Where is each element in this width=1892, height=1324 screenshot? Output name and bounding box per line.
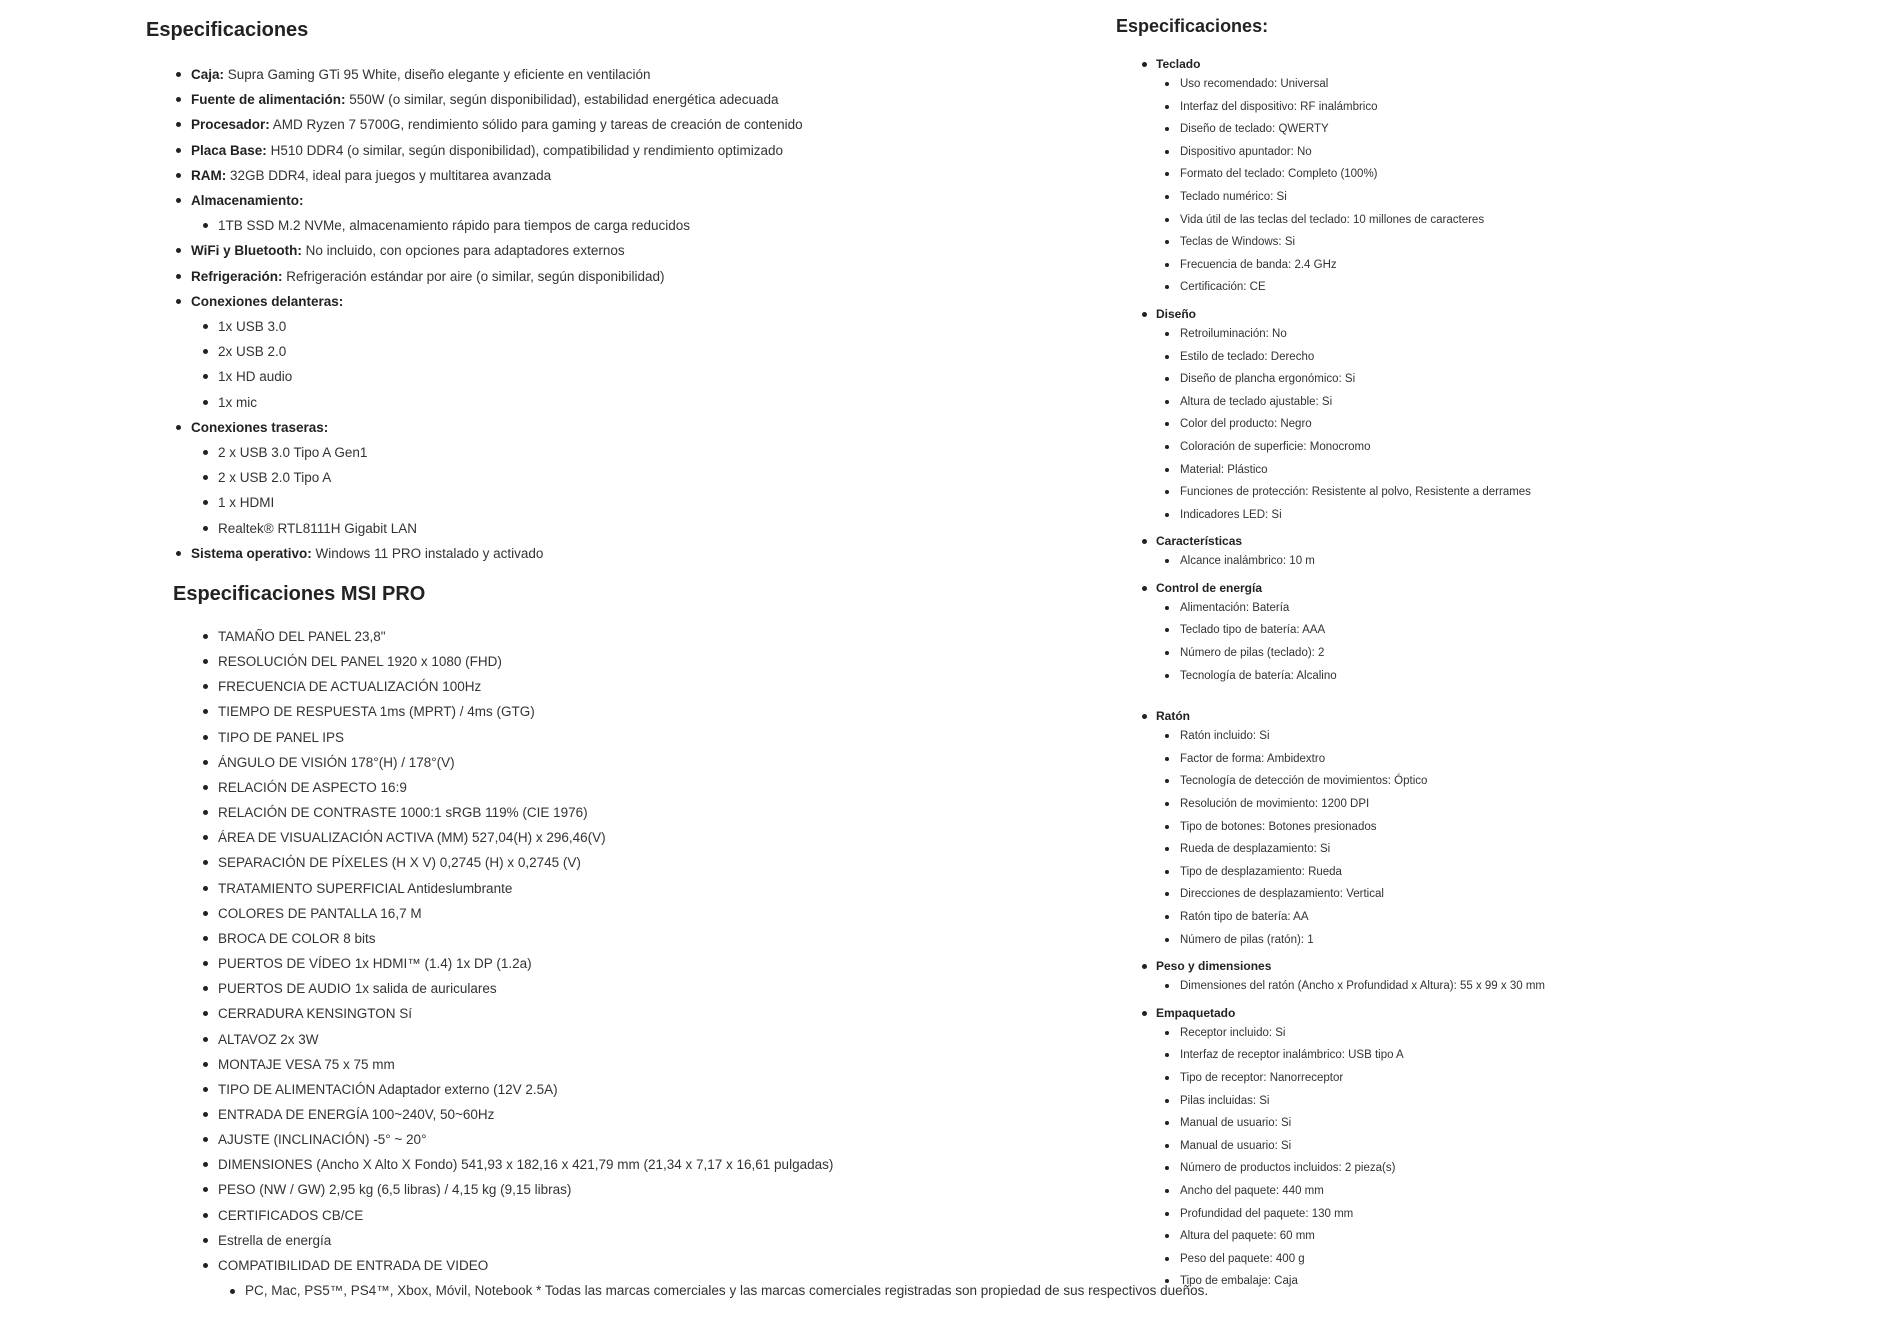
spec-item [191, 163, 1091, 188]
group-item: Rueda de desplazamiento: Si [1156, 838, 1716, 861]
msi-spec-item: ENTRADA DE ENERGÍA 100~240V, 50~60Hz [218, 1102, 1268, 1127]
group-empaquetado [1156, 1004, 1716, 1293]
group-name: Diseño [1156, 305, 1716, 323]
msi-specs-title: Especificaciones MSI PRO [173, 583, 426, 605]
spec-key: Procesador: [191, 117, 270, 133]
group-peso-dimensiones [1156, 957, 1716, 998]
msi-spec-item: PESO (NW / GW) 2,95 kg (6,5 libras) / 4,15 kg (9,15 libras) [218, 1177, 1268, 1202]
msi-spec-item: ALTAVOZ 2x 3W [218, 1027, 1268, 1052]
spec-item [191, 289, 1091, 415]
group-list [1156, 725, 1716, 951]
group-item: Funciones de protección: Resistente al polvo, Resistente a derrames [1156, 481, 1716, 504]
spec-subitem: 2x USB 2.0 [191, 339, 1091, 364]
group-item: Uso recomendado: Universal [1156, 73, 1716, 96]
group-item: Indicadores LED: Si [1156, 504, 1716, 527]
spec-item [191, 62, 1091, 87]
group-item: Número de pilas (teclado): 2 [1156, 642, 1716, 665]
group-name: Peso y dimensiones [1156, 957, 1716, 975]
msi-spec-item: TIPO DE PANEL IPS [218, 725, 1268, 750]
group-name: Características [1156, 532, 1716, 550]
group-item: Altura de teclado ajustable: Si [1156, 391, 1716, 414]
group-item: Resolución de movimiento: 1200 DPI [1156, 793, 1716, 816]
group-name: Teclado [1156, 55, 1716, 73]
msi-spec-subitem: PC, Mac, PS5™, PS4™, Xbox, Móvil, Notebook * Todas las marcas comerciales y las marcas comerciales registradas son propiedad de sus respectivos dueños. [218, 1282, 1268, 1300]
group-item: Estilo de teclado: Derecho [1156, 346, 1716, 369]
msi-spec-item [218, 1253, 1268, 1300]
spec-key: Sistema operativo: [191, 545, 312, 561]
spec-value: 550W (o similar, según disponibilidad), estabilidad energética adecuada [345, 92, 779, 108]
spec-item [191, 138, 1091, 163]
spec-subitem: 1 x HDMI [191, 490, 1091, 515]
msi-spec-item: AJUSTE (INCLINACIÓN) -5° ~ 20° [218, 1127, 1268, 1152]
group-item: Profundidad del paquete: 130 mm [1156, 1203, 1716, 1226]
msi-spec-item: TIPO DE ALIMENTACIÓN Adaptador externo (12V 2.5A) [218, 1077, 1268, 1102]
spec-value: Supra Gaming GTi 95 White, diseño elegante y eficiente en ventilación [224, 67, 651, 82]
spec-sublist [191, 213, 1091, 238]
msi-spec-item: BROCA DE COLOR 8 bits [218, 926, 1268, 951]
specs-title: Especificaciones [146, 19, 309, 41]
msi-spec-label: COMPATIBILIDAD DE ENTRADA DE VIDEO [218, 1257, 489, 1273]
group-item: Peso del paquete: 400 g [1156, 1248, 1716, 1271]
spec-key: Almacenamiento: [191, 193, 304, 209]
group-item: Tipo de botones: Botones presionados [1156, 816, 1716, 839]
msi-spec-item: DIMENSIONES (Ancho X Alto X Fondo) 541,93 x 182,16 x 421,79 mm (21,34 x 7,17 x 16,61 pulgadas) [218, 1152, 1268, 1177]
msi-spec-item: TRATAMIENTO SUPERFICIAL Antideslumbrante [218, 876, 1268, 901]
group-item: Retroiluminación: No [1156, 323, 1716, 346]
msi-spec-item: TAMAÑO DEL PANEL 23,8" [218, 624, 1268, 649]
group-item: Ancho del paquete: 440 mm [1156, 1180, 1716, 1203]
msi-spec-item: ÁREA DE VISUALIZACIÓN ACTIVA (MM) 527,04(H) x 296,46(V) [218, 825, 1268, 850]
spec-key: Caja: [191, 67, 225, 82]
msi-spec-item: COLORES DE PANTALLA 16,7 M [218, 901, 1268, 926]
group-name: Empaquetado [1156, 1004, 1716, 1022]
group-item: Tecnología de batería: Alcalino [1156, 665, 1716, 688]
group-item: Tipo de desplazamiento: Rueda [1156, 861, 1716, 884]
msi-spec-item: CERTIFICADOS CB/CE [218, 1203, 1268, 1228]
msi-spec-item: TIEMPO DE RESPUESTA 1ms (MPRT) / 4ms (GTG) [218, 699, 1268, 724]
msi-spec-item: ÁNGULO DE VISIÓN 178°(H) / 178°(V) [218, 750, 1268, 775]
group-item: Tipo de embalaje: Caja [1156, 1270, 1716, 1293]
group-item: Diseño de teclado: QWERTY [1156, 118, 1716, 141]
group-item: Interfaz del dispositivo: RF inalámbrico [1156, 96, 1716, 119]
group-item: Ratón tipo de batería: AA [1156, 906, 1716, 929]
msi-spec-sublist [218, 1282, 1268, 1300]
spec-value: No incluido, con opciones para adaptadores externos [301, 243, 625, 259]
spec-value: AMD Ryzen 7 5700G, rendimiento sólido para gaming y tareas de creación de contenido [269, 117, 803, 133]
group-item: Ratón incluido: Si [1156, 725, 1716, 748]
group-item: Número de pilas (ratón): 1 [1156, 929, 1716, 952]
spec-key: WiFi y Bluetooth: [191, 243, 302, 259]
spec-value: Refrigeración estándar por aire (o similar, según disponibilidad) [282, 268, 665, 284]
group-list [1156, 323, 1716, 526]
spec-key: Placa Base: [191, 142, 267, 158]
group-item: Teclado tipo de batería: AAA [1156, 619, 1716, 642]
spec-item [191, 112, 1091, 137]
group-item: Material: Plástico [1156, 459, 1716, 482]
msi-spec-item: SEPARACIÓN DE PÍXELES (H X V) 0,2745 (H) x 0,2745 (V) [218, 850, 1268, 875]
msi-spec-item: PUERTOS DE VÍDEO 1x HDMI™ (1.4) 1x DP (1.2a) [218, 951, 1268, 976]
spec-subitem: 2 x USB 2.0 Tipo A [191, 465, 1091, 490]
group-item: Manual de usuario: Si [1156, 1112, 1716, 1135]
group-name: Ratón [1156, 707, 1716, 725]
accessory-specs-title: Especificaciones: [1116, 16, 1269, 36]
msi-spec-item: Estrella de energía [218, 1228, 1268, 1253]
spec-key: Conexiones delanteras: [191, 293, 344, 309]
group-item: Direcciones de desplazamiento: Vertical [1156, 883, 1716, 906]
group-list [1156, 597, 1716, 687]
group-item: Altura del paquete: 60 mm [1156, 1225, 1716, 1248]
group-item: Factor de forma: Ambidextro [1156, 748, 1716, 771]
accessory-spec-groups [1156, 55, 1716, 1293]
spec-value: Windows 11 PRO instalado y activado [311, 545, 544, 561]
spec-item [191, 541, 1091, 566]
group-item: Dimensiones del ratón (Ancho x Profundidad x Altura): 55 x 99 x 30 mm [1156, 975, 1716, 998]
spec-key: RAM: [191, 167, 227, 183]
spec-item [191, 415, 1091, 541]
group-item: Teclado numérico: Si [1156, 186, 1716, 209]
spec-key: Conexiones traseras: [191, 419, 329, 435]
group-item: Diseño de plancha ergonómico: Si [1156, 368, 1716, 391]
spec-subitem: 2 x USB 3.0 Tipo A Gen1 [191, 440, 1091, 465]
group-control-energia [1156, 579, 1716, 687]
group-item: Alcance inalámbrico: 10 m [1156, 550, 1716, 573]
spec-value: 32GB DDR4, ideal para juegos y multitarea avanzada [226, 167, 552, 183]
group-item: Certificación: CE [1156, 276, 1716, 299]
group-item: Teclas de Windows: Si [1156, 231, 1716, 254]
group-list [1156, 975, 1716, 998]
group-item: Alimentación: Batería [1156, 597, 1716, 620]
spec-item [191, 264, 1091, 289]
group-raton [1156, 707, 1716, 951]
spec-sublist [191, 314, 1091, 415]
group-list [1156, 550, 1716, 573]
msi-spec-item: RESOLUCIÓN DEL PANEL 1920 x 1080 (FHD) [218, 649, 1268, 674]
spec-item [191, 238, 1091, 263]
spec-value: H510 DDR4 (o similar, según disponibilidad), compatibilidad y rendimiento optimizado [266, 142, 784, 158]
group-item: Pilas incluidas: Si [1156, 1090, 1716, 1113]
group-teclado [1156, 55, 1716, 299]
group-item: Interfaz de receptor inalámbrico: USB tipo A [1156, 1044, 1716, 1067]
group-item: Manual de usuario: Si [1156, 1135, 1716, 1158]
spec-sublist [191, 440, 1091, 541]
group-list [1156, 73, 1716, 299]
spec-item [191, 87, 1091, 112]
msi-spec-item: MONTAJE VESA 75 x 75 mm [218, 1052, 1268, 1077]
group-item: Dispositivo apuntador: No [1156, 141, 1716, 164]
group-name: Control de energía [1156, 579, 1716, 597]
group-item: Tecnología de detección de movimientos: Óptico [1156, 770, 1716, 793]
spec-subitem: Realtek® RTL8111H Gigabit LAN [191, 516, 1091, 541]
msi-spec-item: FRECUENCIA DE ACTUALIZACIÓN 100Hz [218, 674, 1268, 699]
group-item: Frecuencia de banda: 2.4 GHz [1156, 254, 1716, 277]
specs-list [191, 62, 1091, 566]
spec-subitem: 1x mic [191, 390, 1091, 415]
spec-subitem: 1TB SSD M.2 NVMe, almacenamiento rápido para tiempos de carga reducidos [191, 213, 1091, 238]
msi-spec-item: PUERTOS DE AUDIO 1x salida de auriculares [218, 976, 1268, 1001]
group-item: Color del producto: Negro [1156, 413, 1716, 436]
group-item: Coloración de superficie: Monocromo [1156, 436, 1716, 459]
group-caracteristicas [1156, 532, 1716, 573]
msi-spec-item: RELACIÓN DE CONTRASTE 1000:1 sRGB 119% (CIE 1976) [218, 800, 1268, 825]
msi-spec-item: CERRADURA KENSINGTON Sí [218, 1001, 1268, 1026]
spec-key: Fuente de alimentación: [191, 92, 346, 108]
spec-key: Refrigeración: [191, 268, 283, 284]
group-list [1156, 1022, 1716, 1293]
group-item: Vida útil de las teclas del teclado: 10 millones de caracteres [1156, 209, 1716, 232]
spec-subitem: 1x USB 3.0 [191, 314, 1091, 339]
spec-subitem: 1x HD audio [191, 364, 1091, 389]
group-item: Número de productos incluidos: 2 pieza(s) [1156, 1157, 1716, 1180]
spec-item [191, 188, 1091, 238]
group-item: Formato del teclado: Completo (100%) [1156, 163, 1716, 186]
msi-specs-list [218, 624, 1268, 1300]
group-diseno [1156, 305, 1716, 526]
group-item: Tipo de receptor: Nanorreceptor [1156, 1067, 1716, 1090]
msi-spec-item: RELACIÓN DE ASPECTO 16:9 [218, 775, 1268, 800]
group-item: Receptor incluido: Si [1156, 1022, 1716, 1045]
